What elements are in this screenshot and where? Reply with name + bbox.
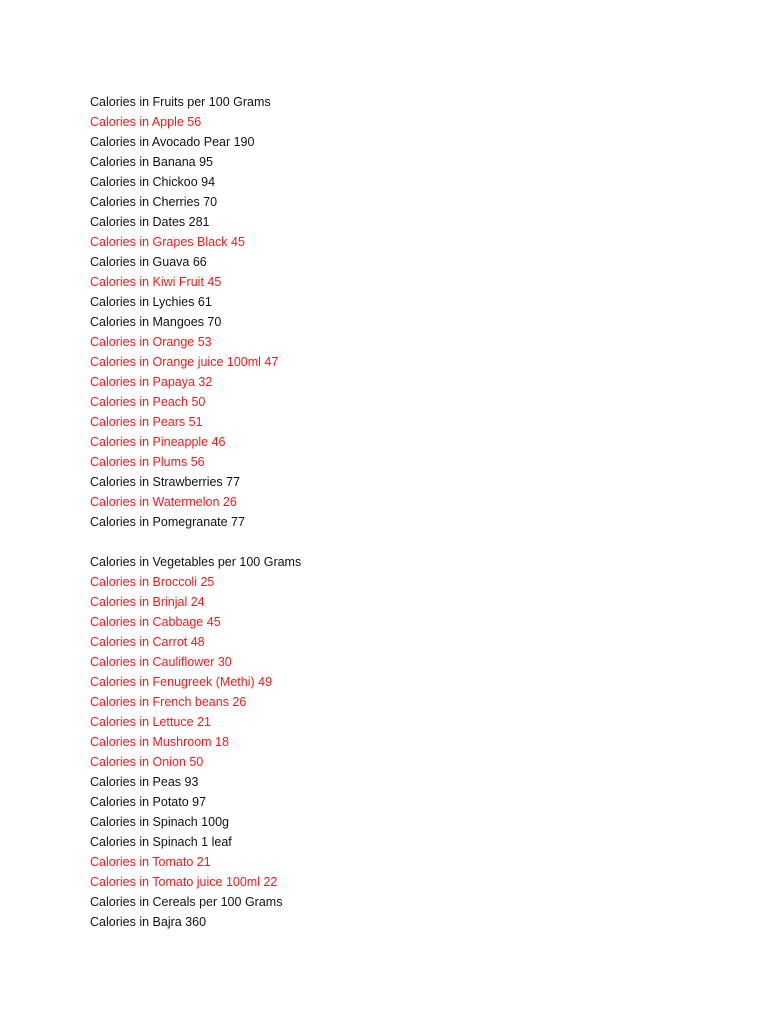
calorie-line: Calories in Pears 51 bbox=[90, 415, 203, 429]
calorie-line: Calories in Bajra 360 bbox=[90, 915, 207, 929]
calorie-line: Calories in Banana 95 bbox=[90, 155, 213, 169]
calorie-line: Calories in French beans 26 bbox=[90, 695, 247, 709]
calorie-line: Calories in Dates 281 bbox=[90, 215, 210, 229]
calorie-line: Calories in Guava 66 bbox=[90, 255, 207, 269]
calorie-line: Calories in Papaya 32 bbox=[90, 375, 213, 389]
calorie-line: Calories in Onion 50 bbox=[90, 755, 204, 769]
calorie-line: Calories in Fenugreek (Methi) 49 bbox=[90, 675, 273, 689]
document-body bbox=[90, 92, 710, 932]
calorie-line: Calories in Orange juice 100ml 47 bbox=[90, 355, 279, 369]
calorie-line: Calories in Lettuce 21 bbox=[90, 715, 211, 729]
calorie-line: Calories in Avocado Pear 190 bbox=[90, 135, 255, 149]
calorie-line: Calories in Cauliflower 30 bbox=[90, 655, 232, 669]
calorie-line: Calories in Strawberries 77 bbox=[90, 475, 241, 489]
calorie-line: Calories in Carrot 48 bbox=[90, 635, 205, 649]
calorie-line: Calories in Kiwi Fruit 45 bbox=[90, 275, 222, 289]
calorie-line: Calories in Potato 97 bbox=[90, 795, 207, 809]
calorie-line: Calories in Watermelon 26 bbox=[90, 495, 237, 509]
calorie-line: Calories in Spinach 100g bbox=[90, 815, 229, 829]
calorie-line: Calories in Plums 56 bbox=[90, 455, 205, 469]
calorie-line: Calories in Broccoli 25 bbox=[90, 575, 215, 589]
calorie-line: Calories in Cherries 70 bbox=[90, 195, 218, 209]
calorie-section bbox=[90, 92, 710, 532]
calorie-line: Calories in Mangoes 70 bbox=[90, 315, 222, 329]
calorie-line: Calories in Pomegranate 77 bbox=[90, 515, 245, 529]
calorie-line: Calories in Mushroom 18 bbox=[90, 735, 229, 749]
calorie-line: Calories in Brinjal 24 bbox=[90, 595, 205, 609]
calorie-line: Calories in Cabbage 45 bbox=[90, 615, 221, 629]
calorie-line: Calories in Lychies 61 bbox=[90, 295, 212, 309]
calorie-line: Calories in Chickoo 94 bbox=[90, 175, 216, 189]
calorie-line: Calories in Orange 53 bbox=[90, 335, 212, 349]
document-page bbox=[90, 92, 710, 932]
calorie-section bbox=[90, 552, 710, 932]
calorie-line: Calories in Apple 56 bbox=[90, 115, 202, 129]
calorie-line: Calories in Tomato 21 bbox=[90, 855, 211, 869]
section-heading: Calories in Fruits per 100 Grams bbox=[90, 95, 271, 109]
calorie-line: Calories in Spinach 1 leaf bbox=[90, 835, 232, 849]
calorie-line: Calories in Pineapple 46 bbox=[90, 435, 226, 449]
calorie-line: Calories in Peach 50 bbox=[90, 395, 206, 409]
calorie-line: Calories in Tomato juice 100ml 22 bbox=[90, 875, 278, 889]
section-heading: Calories in Vegetables per 100 Grams bbox=[90, 555, 302, 569]
calorie-line: Calories in Grapes Black 45 bbox=[90, 235, 245, 249]
calorie-line: Calories in Cereals per 100 Grams bbox=[90, 895, 283, 909]
calorie-line: Calories in Peas 93 bbox=[90, 775, 199, 789]
